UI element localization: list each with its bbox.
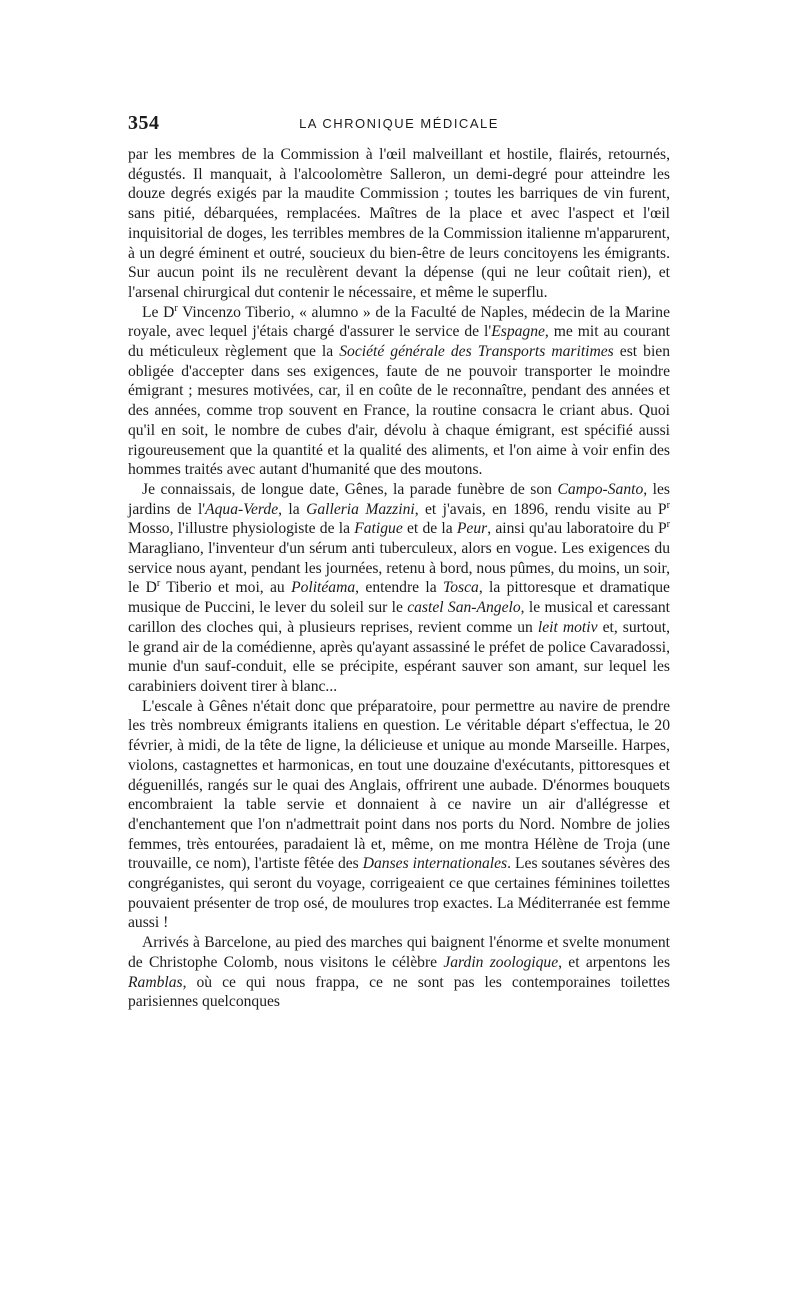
text-run: Je connaissais, de longue date, Gênes, la parade funèbre de son (142, 480, 558, 498)
italic-text: Société générale des Transports maritimes (339, 343, 614, 361)
paragraph-1 (128, 145, 670, 303)
italic-text: Jardin zoologique (443, 953, 559, 971)
italic-text: Fatigue (354, 520, 403, 538)
text-run: , où ce qui nous frappa, ce ne sont pas les contemporaines toilettes parisiennes quelconques (128, 973, 670, 1011)
paragraph-4 (128, 697, 670, 933)
italic-text: Galleria Mazzini (306, 500, 415, 518)
italic-text: Tosca (443, 579, 479, 597)
text-run: Tiberio et moi, au (160, 579, 292, 597)
text-run: , les jardins de l' (128, 480, 671, 518)
text-run: , entendre la (355, 579, 443, 597)
text-run: Vincenzo Tiberio, « alumno » de la Faculté de Naples, médecin de la Marine royale, avec lequel j'étais chargé d'assurer le service de l' (128, 303, 670, 341)
superscript-text: r (666, 499, 670, 511)
text-run: est bien obligée d'accepter dans ses exigences, faute de ne pouvoir transporter le moindre émigrant ; mesures motivées, car, il en coûte de le reconnaître, pendant des années et des années, comme trop souvent en France, la routine consacra le criant abus. Quoi qu'il en soit, le nombre de cubes d'air, dévolu à chaque émigrant, est spécifié aussi rigoureusement que la quantité et la qualité des aliments, et l'on aime à voir enfin des hommes traités avec autant d'humanité que des moutons. (128, 343, 671, 479)
text-run: , ainsi qu'au laboratoire du P (487, 520, 667, 538)
text-run: , me mit au courant du méticuleux règlement que la (128, 323, 670, 361)
text-run: , et j'avais, en 1896, rendu visite au P (414, 500, 667, 518)
italic-text: Campo-Santo (557, 480, 644, 498)
paragraph-5 (128, 933, 670, 1012)
superscript-text: r (666, 519, 670, 531)
text-run: , la pittoresque et dramatique musique de Puccini, le lever du soleil sur le (128, 579, 670, 617)
italic-text: Aqua-Verde (205, 500, 279, 518)
paragraph-3 (128, 480, 670, 697)
text-run: Le D (142, 303, 175, 321)
text-run: , et arpentons les (558, 953, 671, 971)
paragraph-2 (128, 303, 670, 480)
superscript-text: r (156, 578, 161, 590)
page-header (128, 112, 670, 140)
text-run: et de la (402, 520, 457, 538)
text-run: . Les soutanes sévères des congréganistes, qui seront du voyage, corrigeaient ce que certaines féminines toilettes pouvaient présenter de trop osé, de moulures trop exactes. La Méditerranée est femme aussi ! (128, 855, 670, 932)
superscript-text: r (174, 302, 178, 314)
italic-text: Politéama (291, 579, 356, 597)
running-title: LA CHRONIQUE MÉDICALE (299, 116, 499, 131)
italic-text: Ramblas (128, 973, 183, 991)
italic-text: Danses internationales (362, 855, 508, 873)
text-run: Mosso, l'illustre physiologiste de la (128, 520, 355, 538)
text-run: , le musical et caressant carillon des cloches qui, à plusieurs reprises, revient comme un (128, 599, 670, 636)
text-run: Arrivés à Barcelone, au pied des marches qui baignent l'énorme et svelte monument de Christophe Colomb, nous visitons le célèbre (128, 934, 670, 971)
page-number: 354 (128, 112, 160, 134)
italic-text: leit motiv (537, 618, 598, 636)
text-run: par les membres de la Commission à l'œil malveillant et hostile, flairés, retournés, dégustés. Il manquait, à l'alcoolomètre Salleron, un demi-degré pour atteindre les douze degrés exigés par la maudite Commission ; toutes les barriques de vin furent, sans pitié, débarquées, remplacées. Maîtres de la place et avec l'aspect et l'œil inquisitorial de doges, les terribles membres de la Commission italienne m'apparurent, à un degré éminent et outré, soucieux du bien-être de leurs concitoyens les émigrants. Sur aucun point ils ne reculèrent devant la dépense (qui ne leur coûtait rien), et l'arsenal chirurgical dut contenir le nécessaire, et même le superflu. (128, 146, 670, 301)
text-run: , la (278, 500, 307, 518)
text-run: L'escale à Gênes n'était donc que préparatoire, pour permettre au navire de prendre les très nombreux émigrants italiens en question. Le véritable départ s'effectua, le 20 février, à midi, de la tête de ligne, la délicieuse et unique au monde Marseille. Harpes, violons, castagnettes et harmonicas, en tout une douzaine d'exécutants, pittoresques et déguenillés, rangés sur le quai des Anglais, offrirent une aubade. D'énormes bouquets encombraient la table servie et donnaient à ce navire un air d'allégresse et d'enchantement que l'on n'admettrait point dans nos ports du Nord. Nombre de jolies femmes, très entourées, paradaient là et, même, on me montra Hélène de Troja (une trouvaille, ce nom), l'artiste fêtée des (128, 697, 670, 873)
body-text (128, 145, 670, 1012)
italic-text: castel San-Angelo (407, 599, 521, 617)
text-run: Maragliano, l'inventeur d'un sérum anti tuberculeux, alors en vogue. Les exigences du service nous ayant, pendant les journées, retenu à bord, nous pûmes, du moins, un soir, le D (128, 540, 670, 597)
italic-text: Peur (456, 520, 488, 538)
italic-text: Espagne (491, 323, 545, 341)
text-run: et, surtout, le grand air de la comédienne, après qu'ayant assassiné le préfet de police Cavaradossi, munie d'un sauf-conduit, elle se précipite, espérant sauver son amant, sur lequel les carabiniers doivent tirer à blanc... (128, 618, 670, 695)
